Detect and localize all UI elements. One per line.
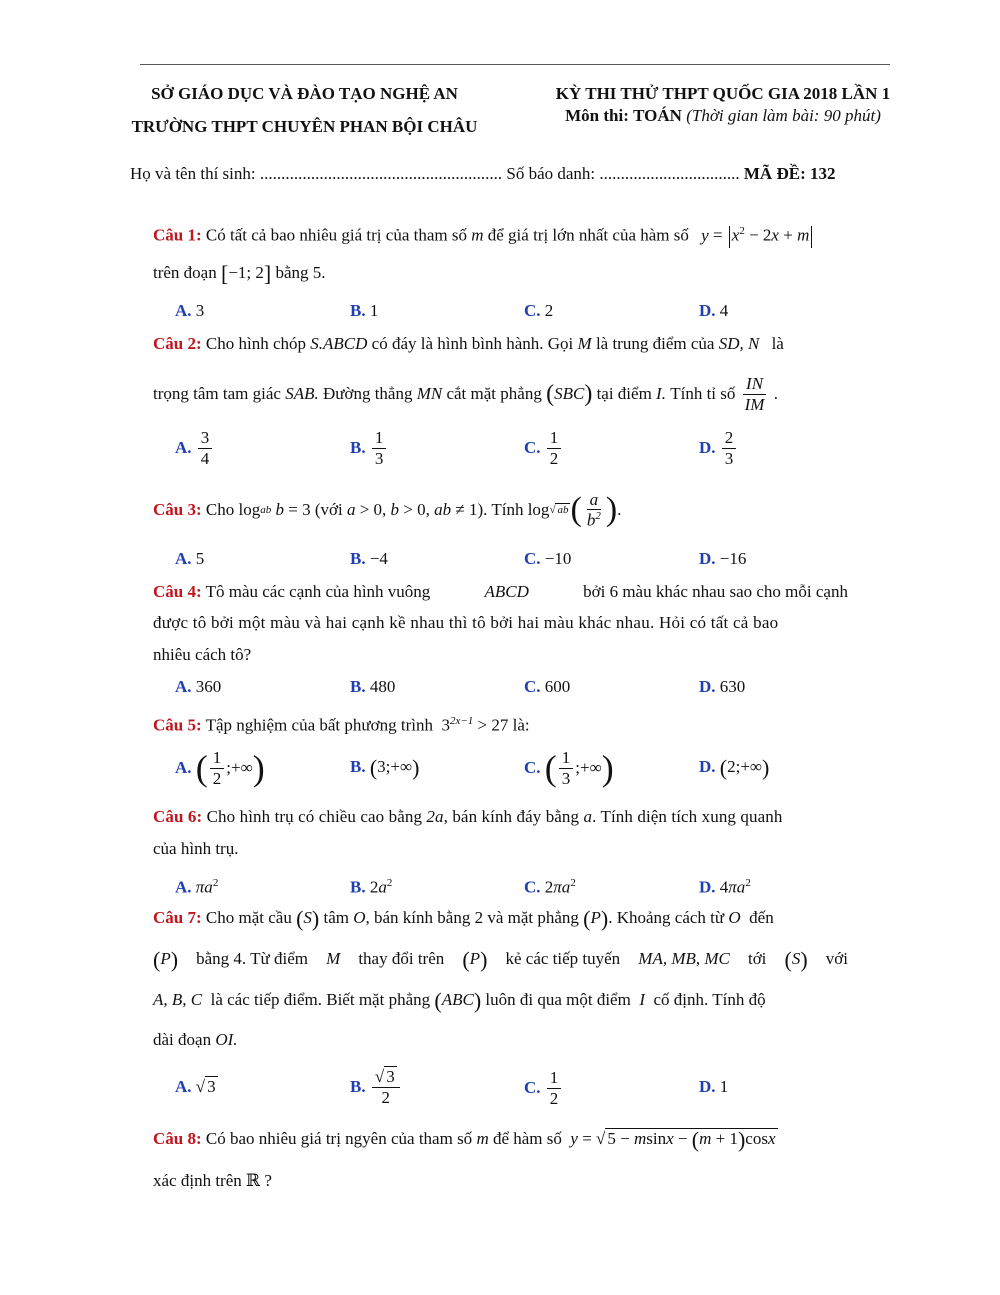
candidate-info (130, 163, 836, 185)
q1-option-a[interactable]: A. 3 (175, 301, 205, 320)
q2-line1: Câu 2: Cho hình chóp S.ABCD có đáy là hình bình hành. Gọi M là trung điểm của SD, N là (153, 334, 784, 353)
q4-label: Câu 4: (153, 582, 202, 601)
q1-option-b[interactable]: B. 1 (350, 301, 379, 320)
q8-line2: xác định trên ℝ ? (153, 1171, 272, 1190)
q7-option-d[interactable]: D. 1 (699, 1077, 729, 1096)
q1-line1: Câu 1: Có tất cả bao nhiêu giá trị của tham số m để giá trị lớn nhất của hàm số $y = x^2 - 2x + m$ (153, 220, 814, 248)
top-rule (140, 64, 890, 65)
q7-line4: dài đoạn OI. (153, 1030, 238, 1049)
q4-option-c[interactable]: C. 600 (524, 677, 571, 696)
q7-label: Câu 7: (153, 908, 202, 927)
q3-option-b[interactable]: B. −4 (350, 549, 388, 568)
q7-option-a[interactable]: A. √ 3 (175, 1077, 216, 1096)
q7-line1: Câu 7: Cho mặt cầu (S) tâm O, bán kính bằng 2 và mặt phẳng (P). Khoảng cách từ O đến (153, 906, 774, 932)
q2-option-a[interactable]: A. $\frac{3}{4}$ (175, 428, 214, 468)
q7-line3: A, B, C là các tiếp điểm. Biết mặt phẳng (ABC) luôn đi qua một điểm I cố định. Tính độ (153, 988, 766, 1014)
q4-option-b[interactable]: B. 480 (350, 677, 396, 696)
q6-line1: Câu 6: Cho hình trụ có chiều cao bằng 2a, bán kính đáy bằng a. Tính diện tích xung quanh (153, 807, 783, 826)
q2-option-c[interactable]: C. $\frac{1}{2}$ (524, 428, 563, 468)
school-name: TRƯỜNG THPT CHUYÊN PHAN BỘI CHÂU (131, 117, 478, 136)
exam-subject: Môn thi: TOÁN (Thời gian làm bài: 90 phút) (565, 106, 881, 125)
q6-label: Câu 6: (153, 807, 203, 826)
q7-line2: (P) bằng 4. Từ điểm M thay đổi trên (P) kẻ các tiếp tuyến MA, MB, MC tới (S) với (153, 947, 848, 973)
q2-option-d[interactable]: D. $\frac{2}{3}$ (699, 428, 738, 468)
q4-line1: Câu 4: Tô màu các cạnh của hình vuông ABCD bởi 6 màu khác nhau sao cho mỗi cạnh (153, 582, 848, 601)
q3-option-d[interactable]: D. −16 (699, 549, 747, 568)
exam-title: KỲ THI THỬ THPT QUỐC GIA 2018 LẦN 1 (555, 84, 891, 103)
q2-label: Câu 2: (153, 334, 202, 353)
q6-option-d[interactable]: D. $4\pi a^2$ (699, 877, 751, 897)
q6-option-c[interactable]: C. $2\pi a^2$ (524, 877, 576, 897)
q3-option-c[interactable]: C. −10 (524, 549, 572, 568)
department-name: SỞ GIÁO DỤC VÀ ĐÀO TẠO NGHỆ AN (151, 84, 458, 103)
q5-line1: Câu 5: Tập nghiệm của bất phương trình $3^{2x-1} > 27$ là: (153, 715, 530, 735)
q2-line2: trọng tâm tam giác SAB. Đường thẳng MN cắt mặt phẳng ( SBC ) tại điểm I. Tính tỉ số $\frac{IN}{IM}$ . (153, 373, 778, 414)
candidate-id-field: Số báo danh: ................................. (506, 164, 740, 183)
q3-line1: Câu 3: Cho log ab b = 3 (với a > 0, b > 0, ab ≠ 1 ). Tính log √ ab ( $\frac{a}{b^2}$ ) . (153, 489, 622, 530)
q1-label: Câu 1: (153, 225, 202, 245)
q5-label: Câu 5: (153, 715, 202, 735)
q6-line2: của hình trụ. (153, 839, 239, 858)
q8-label: Câu 8: (153, 1129, 202, 1148)
q5-option-b[interactable]: B. (3;+∞) (350, 755, 420, 781)
q3-label: Câu 3: (153, 500, 202, 519)
q5-option-a[interactable]: A. ( $\frac{1}{2}$ ;+∞ ) (175, 747, 265, 788)
q1-option-c[interactable]: C. 2 (524, 301, 554, 320)
q4-option-a[interactable]: A. 360 (175, 677, 222, 696)
q5-option-c[interactable]: C. ( $\frac{1}{3}$ ;+∞ ) (524, 747, 614, 788)
q1-option-d[interactable]: D. 4 (699, 301, 729, 320)
exam-code: MÃ ĐỀ: 132 (743, 164, 836, 183)
q4-line3: nhiêu cách tô? (153, 645, 252, 664)
q6-option-a[interactable]: A. $\pi a^2$ (175, 877, 219, 897)
q5-option-d[interactable]: D. (2;+∞) (699, 755, 770, 781)
q4-line2: được tô bởi một màu và hai cạnh kề nhau thì tô bởi hai màu khác nhau. Hỏi có tất cả bao (153, 613, 779, 632)
q4-option-d[interactable]: D. 630 (699, 677, 746, 696)
q6-option-b[interactable]: B. $2a^2$ (350, 877, 393, 897)
q7-option-c[interactable]: C. $\frac{1}{2}$ (524, 1064, 563, 1112)
candidate-name-field: Họ và tên thí sinh: ......................................................... (130, 164, 503, 183)
q8-line1: Câu 8: Có bao nhiêu giá trị ngyên của tham số m để hàm số y = √ 5 − msinx − (m + 1)cosx (153, 1127, 776, 1153)
q3-option-a[interactable]: A. 5 (175, 549, 205, 568)
q7-option-b[interactable]: B. $\frac{√ 3}{2}$ (350, 1062, 402, 1112)
q1-line2: trên đoạn [−1; 2] bằng 5. (153, 261, 326, 287)
q2-option-b[interactable]: B. $\frac{1}{3}$ (350, 428, 388, 468)
